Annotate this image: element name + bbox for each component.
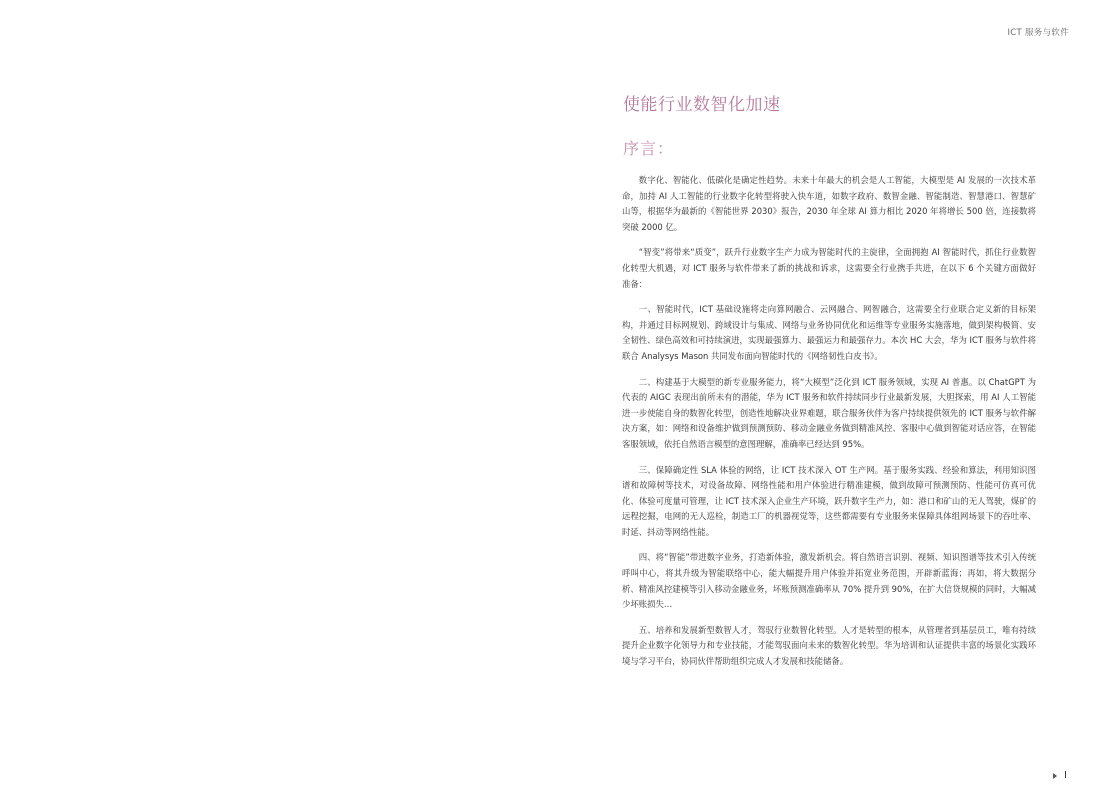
header-label: ICT 服务与软件 [1007, 28, 1069, 38]
paragraph-1: 数字化、智能化、低碳化是确定性趋势。未来十年最大的机会是人工智能，大模型是 AI 发展的一次技术革命，加持 AI 人工智能的行业数字化转型将驶入快车道，如数字政府、数智金融、智能制造、智慧港口、智慧矿山等，根据华为最新的《智能世界 2030》报告，2030 年全球 AI 算力相比 2020 年将增长 500 倍，连接数将突破 2000 亿。 [622, 175, 1036, 232]
paragraph-2: “智变”将带来“质变”，跃升行业数字生产力成为智能时代的主旋律，全面拥抱 AI 智能时代，抓住行业数智化转型大机遇，对 ICT 服务与软件带来了新的挑战和诉求，这需要全行业携手共进，在以下 6 个关键方面做好准备： [622, 247, 1036, 289]
paragraph-3: 一、智能时代，ICT 基础设施将走向算网融合、云网融合、网智融合，这需要全行业联合定义新的目标架构，并通过目标网规划、跨域设计与集成、网络与业务协同优化和运维等专业服务实施落地，做到架构极简、安全韧性、绿色高效和可持续演进，实现最强算力、最强运力和最强存力。本次 HC 大会，华为 ICT 服务与软件将联合 Analysys Mason 共同发布面向智能时代的《网络韧性白皮书》。 [622, 304, 1036, 361]
paragraph-5: 三、保障确定性 SLA 体验的网络，让 ICT 技术深入 OT 生产网。基于服务实践、经验和算法，利用知识图谱和故障树等技术，对设备故障、网络性能和用户体验进行精准建模，做到故障可预测预防、性能可仿真可优化、体验可度量可管理，让 ICT 技术深入企业生产环境，跃升数字生产力，如：港口和矿山的无人驾驶，煤矿的远程挖掘，电网的无人巡检，制造工厂的机器视觉等，这些都需要有专业服务来保障具体组网场景下的吞吐率、时延、抖动等网络性能。 [622, 464, 1036, 537]
paragraph-7: 五、培养和发展新型数智人才，驾驭行业数智化转型。人才是转型的根本，从管理者到基层员工，唯有持续提升企业数字化领导力和专业技能，才能驾驭面向未来的数智化转型。华为培训和认证提供丰富的场景化实践环境与学习平台，协同伙伴帮助组织完成人才发展和技能储备。 [622, 624, 1036, 667]
page-title: 使能行业数智化加速 [623, 95, 781, 115]
arrow-right-icon [1053, 773, 1057, 779]
page-navigation [1053, 770, 1067, 781]
body-text [622, 173, 1036, 680]
page-number: I [1064, 770, 1067, 781]
section-title: 序言： [623, 139, 675, 158]
paragraph-4: 二、构建基于大模型的新专业服务能力，将“大模型”泛化到 ICT 服务领域，实现 AI 普惠。以 ChatGPT 为代表的 AIGC 表现出前所未有的潜能，华为 ICT 服务和软件持续同步行业最新发展，大胆探索，用 AI 人工智能进一步使能自身的数智化转型，创造性地解决业界难题，联合服务伙伴为客户持续提供领先的 ICT 服务与软件解决方案，如：网络和设备维护做到预测预防、移动金融业务做到精准风控、客服中心做到智能对话应答，在智能客服领域，依托自然语言模型的意图理解，准确率已经达到 95%。 [622, 376, 1036, 449]
paragraph-6: 四、将“智能”带进数字业务，打造新体验，激发新机会。将自然语言识别、视频、知识图谱等技术引入传统呼叫中心，将其升级为智能联络中心，能大幅提升用户体验并拓宽业务范围，开辟新蓝海；再如，将大数据分析、精准风控建模等引入移动金融业务，坏账预测准确率从 70% 提升到 90%，在扩大信贷规模的同时，大幅减少坏账损失… [622, 552, 1036, 610]
